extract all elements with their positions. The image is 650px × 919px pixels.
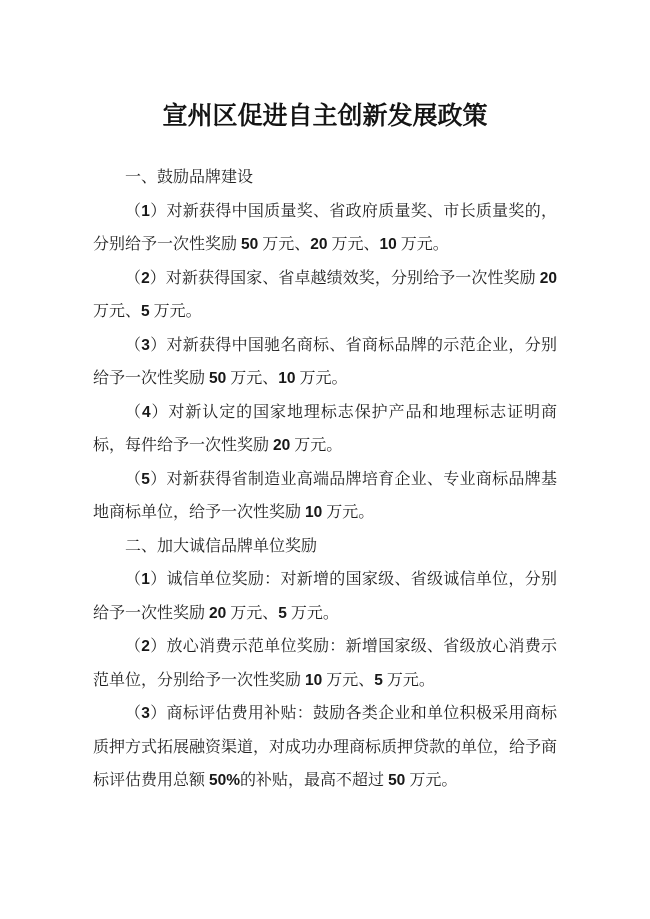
document-paragraph: （2）放心消费示范单位奖励：新增国家级、省级放心消费示范单位，分别给予一次性奖励 10 万元、5 万元。 — [93, 638, 557, 689]
document-paragraph: （1）对新获得中国质量奖、省政府质量奖、市长质量奖的，分别给予一次性奖励 50 万元、20 万元、10 万元。 — [93, 202, 557, 253]
numeric-value: 20 — [310, 236, 328, 253]
document-paragraph: （1）诚信单位奖励：对新增的国家级、省级诚信单位，分别给予一次性奖励 20 万元、5 万元。 — [93, 571, 557, 622]
numeric-value: 50 — [241, 236, 259, 253]
document-paragraph: （4）对新认定的国家地理标志保护产品和地理标志证明商标，每件给予一次性奖励 20 万元。 — [93, 403, 557, 454]
numeric-value: 4 — [141, 403, 151, 421]
numeric-value: 50 — [388, 772, 406, 789]
document-paragraph: （3）对新获得中国驰名商标、省商标品牌的示范企业，分别给予一次性奖励 50 万元、10 万元。 — [93, 336, 557, 387]
numeric-value: 20 — [539, 269, 557, 287]
document-paragraph: （3）商标评估费用补贴：鼓励各类企业和单位积极采用商标质押方式拓展融资渠道，对成功办理商标质押贷款的单位，给予商标评估费用总额 50%的补贴，最高不超过 50 万元。 — [93, 705, 558, 789]
numeric-value: 20 — [209, 604, 227, 622]
numeric-value: 20 — [273, 437, 291, 454]
document-paragraph: （2）对新获得国家、省卓越绩效奖，分别给予一次性奖励 20 万元、5 万元。 — [93, 269, 557, 320]
numeric-value: 10 — [305, 504, 323, 521]
document-title: 宣州区促进自主创新发展政策 — [162, 103, 488, 130]
document-body — [93, 161, 557, 798]
numeric-value: 1 — [141, 571, 150, 588]
numeric-value: 10 — [379, 236, 397, 253]
numeric-value: 5 — [141, 470, 150, 488]
numeric-value: 5 — [278, 604, 287, 622]
numeric-value: 3 — [141, 336, 150, 354]
numeric-value: 2 — [141, 269, 150, 287]
numeric-value: 5 — [141, 303, 150, 320]
document-paragraph: （5）对新获得省制造业高端品牌培育企业、专业商标品牌基地商标单位，给予一次性奖励 10 万元。 — [93, 470, 557, 521]
numeric-value: 2 — [141, 638, 150, 655]
numeric-value: 50% — [209, 772, 241, 789]
section-heading: 一、鼓励品牌建设 — [125, 169, 254, 186]
numeric-value: 10 — [305, 671, 323, 689]
numeric-value: 3 — [141, 705, 150, 722]
section-heading: 二、加大诚信品牌单位奖励 — [125, 537, 318, 555]
numeric-value: 10 — [278, 370, 296, 387]
numeric-value: 50 — [209, 370, 227, 387]
numeric-value: 1 — [141, 202, 150, 220]
numeric-value: 5 — [374, 671, 383, 689]
